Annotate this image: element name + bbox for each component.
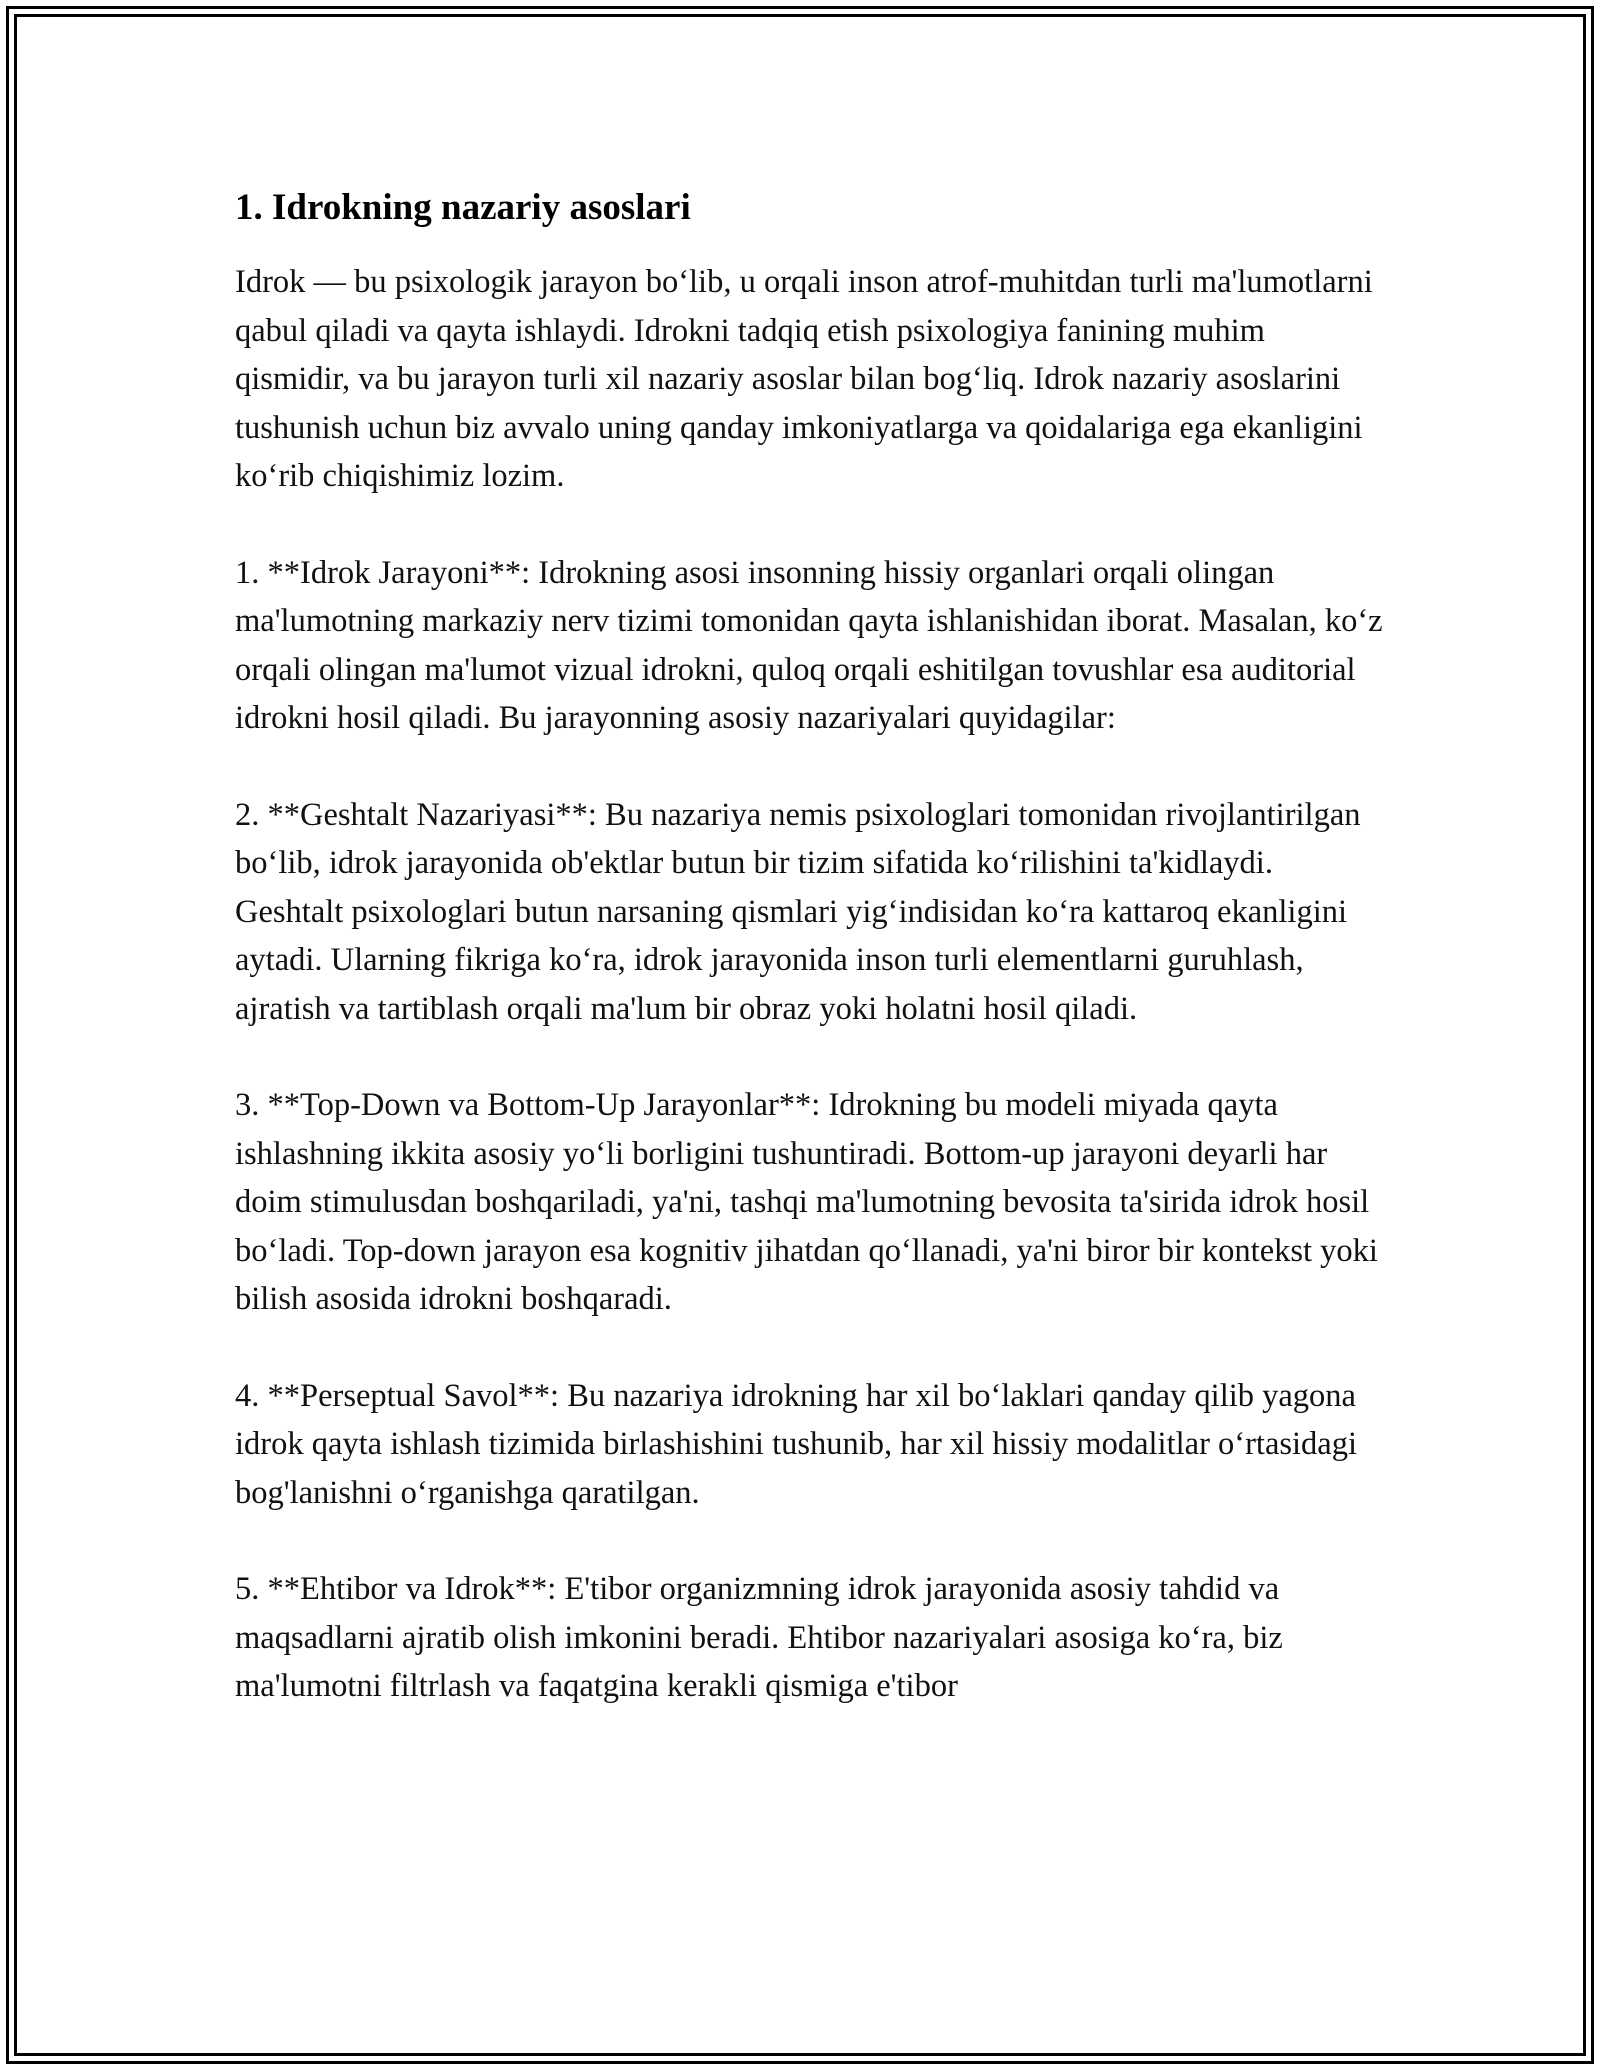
paragraph-item-1: 1. **Idrok Jarayoni**: Idrokning asosi insonning hissiy organlari orqali olingan ma'lumotning markaziy nerv tizimi tomonidan qayta ishlanishidan iborat. Masalan, ko‘z orqali olingan ma'lumot vizual idrokni, quloq orqali eshitilgan tovushlar esa auditorial idrokni hosil qiladi. Bu jarayonning asosiy nazariyalari quyidagilar:	[235, 554, 1383, 736]
document-body	[235, 186, 1385, 1711]
paragraph-intro: Idrok — bu psixologik jarayon bo‘lib, u orqali inson atrof-muhitdan turli ma'lumotlarni qabul qiladi va qayta ishlaydi. Idrokni tadqiq etish psixologiya fanining muhim qismidir, va bu jarayon turli xil nazariy asoslar bilan bog‘liq. Idrok nazariy asoslarini tushunish uchun biz avvalo uning qanday imkoniyatlarga va qoidalariga ega ekanligini ko‘rib chiqishimiz lozim.	[235, 264, 1373, 494]
paragraph-item-5: 5. **Ehtibor va Idrok**: E'tibor organizmning idrok jarayonida asosiy tahdid va maqsadlarni ajratib olish imkonini beradi. Ehtibor nazariyalari asosiga ko‘ra, biz ma'lumotni filtrlash va faqatgina kerakli qismiga e'tibor	[235, 1571, 1283, 1704]
paragraph-item-4: 4. **Perseptual Savol**: Bu nazariya idrokning har xil bo‘laklari qanday qilib yagona idrok qayta ishlash tizimida birlashishini tushunib, har xil hissiy modalitlar o‘rtasidagi bog'lanishni o‘rganishga qaratilgan.	[235, 1377, 1357, 1511]
section-heading: 1. Idrokning nazariy asoslari	[235, 187, 691, 228]
paragraph-item-2: 2. **Geshtalt Nazariyasi**: Bu nazariya nemis psixologlari tomonidan rivojlantirilgan bo‘lib, idrok jarayonida ob'ektlar butun bir tizim sifatida ko‘rilishini ta'kidlaydi. Geshtalt psixologlari butun narsaning qismlari yig‘indisidan ko‘ra kattaroq ekanligini aytadi. Ularning fikriga ko‘ra, idrok jarayonida inson turli elementlarni guruhlash, ajratish va tartiblash orqali ma'lum bir obraz yoki holatni hosil qiladi.	[235, 796, 1361, 1027]
paragraph-item-3: 3. **Top-Down va Bottom-Up Jarayonlar**: Idrokning bu modeli miyada qayta ishlashning ikkita asosiy yo‘li borligini tushuntiradi. Bottom-up jarayoni deyarli har doim stimulusdan boshqariladi, ya'ni, tashqi ma'lumotning bevosita ta'sirida idrok hosil bo‘ladi. Top-down jarayon esa kognitiv jihatdan qo‘llanadi, ya'ni biror bir kontekst yoki bilish asosida idrokni boshqaradi.	[235, 1087, 1378, 1317]
